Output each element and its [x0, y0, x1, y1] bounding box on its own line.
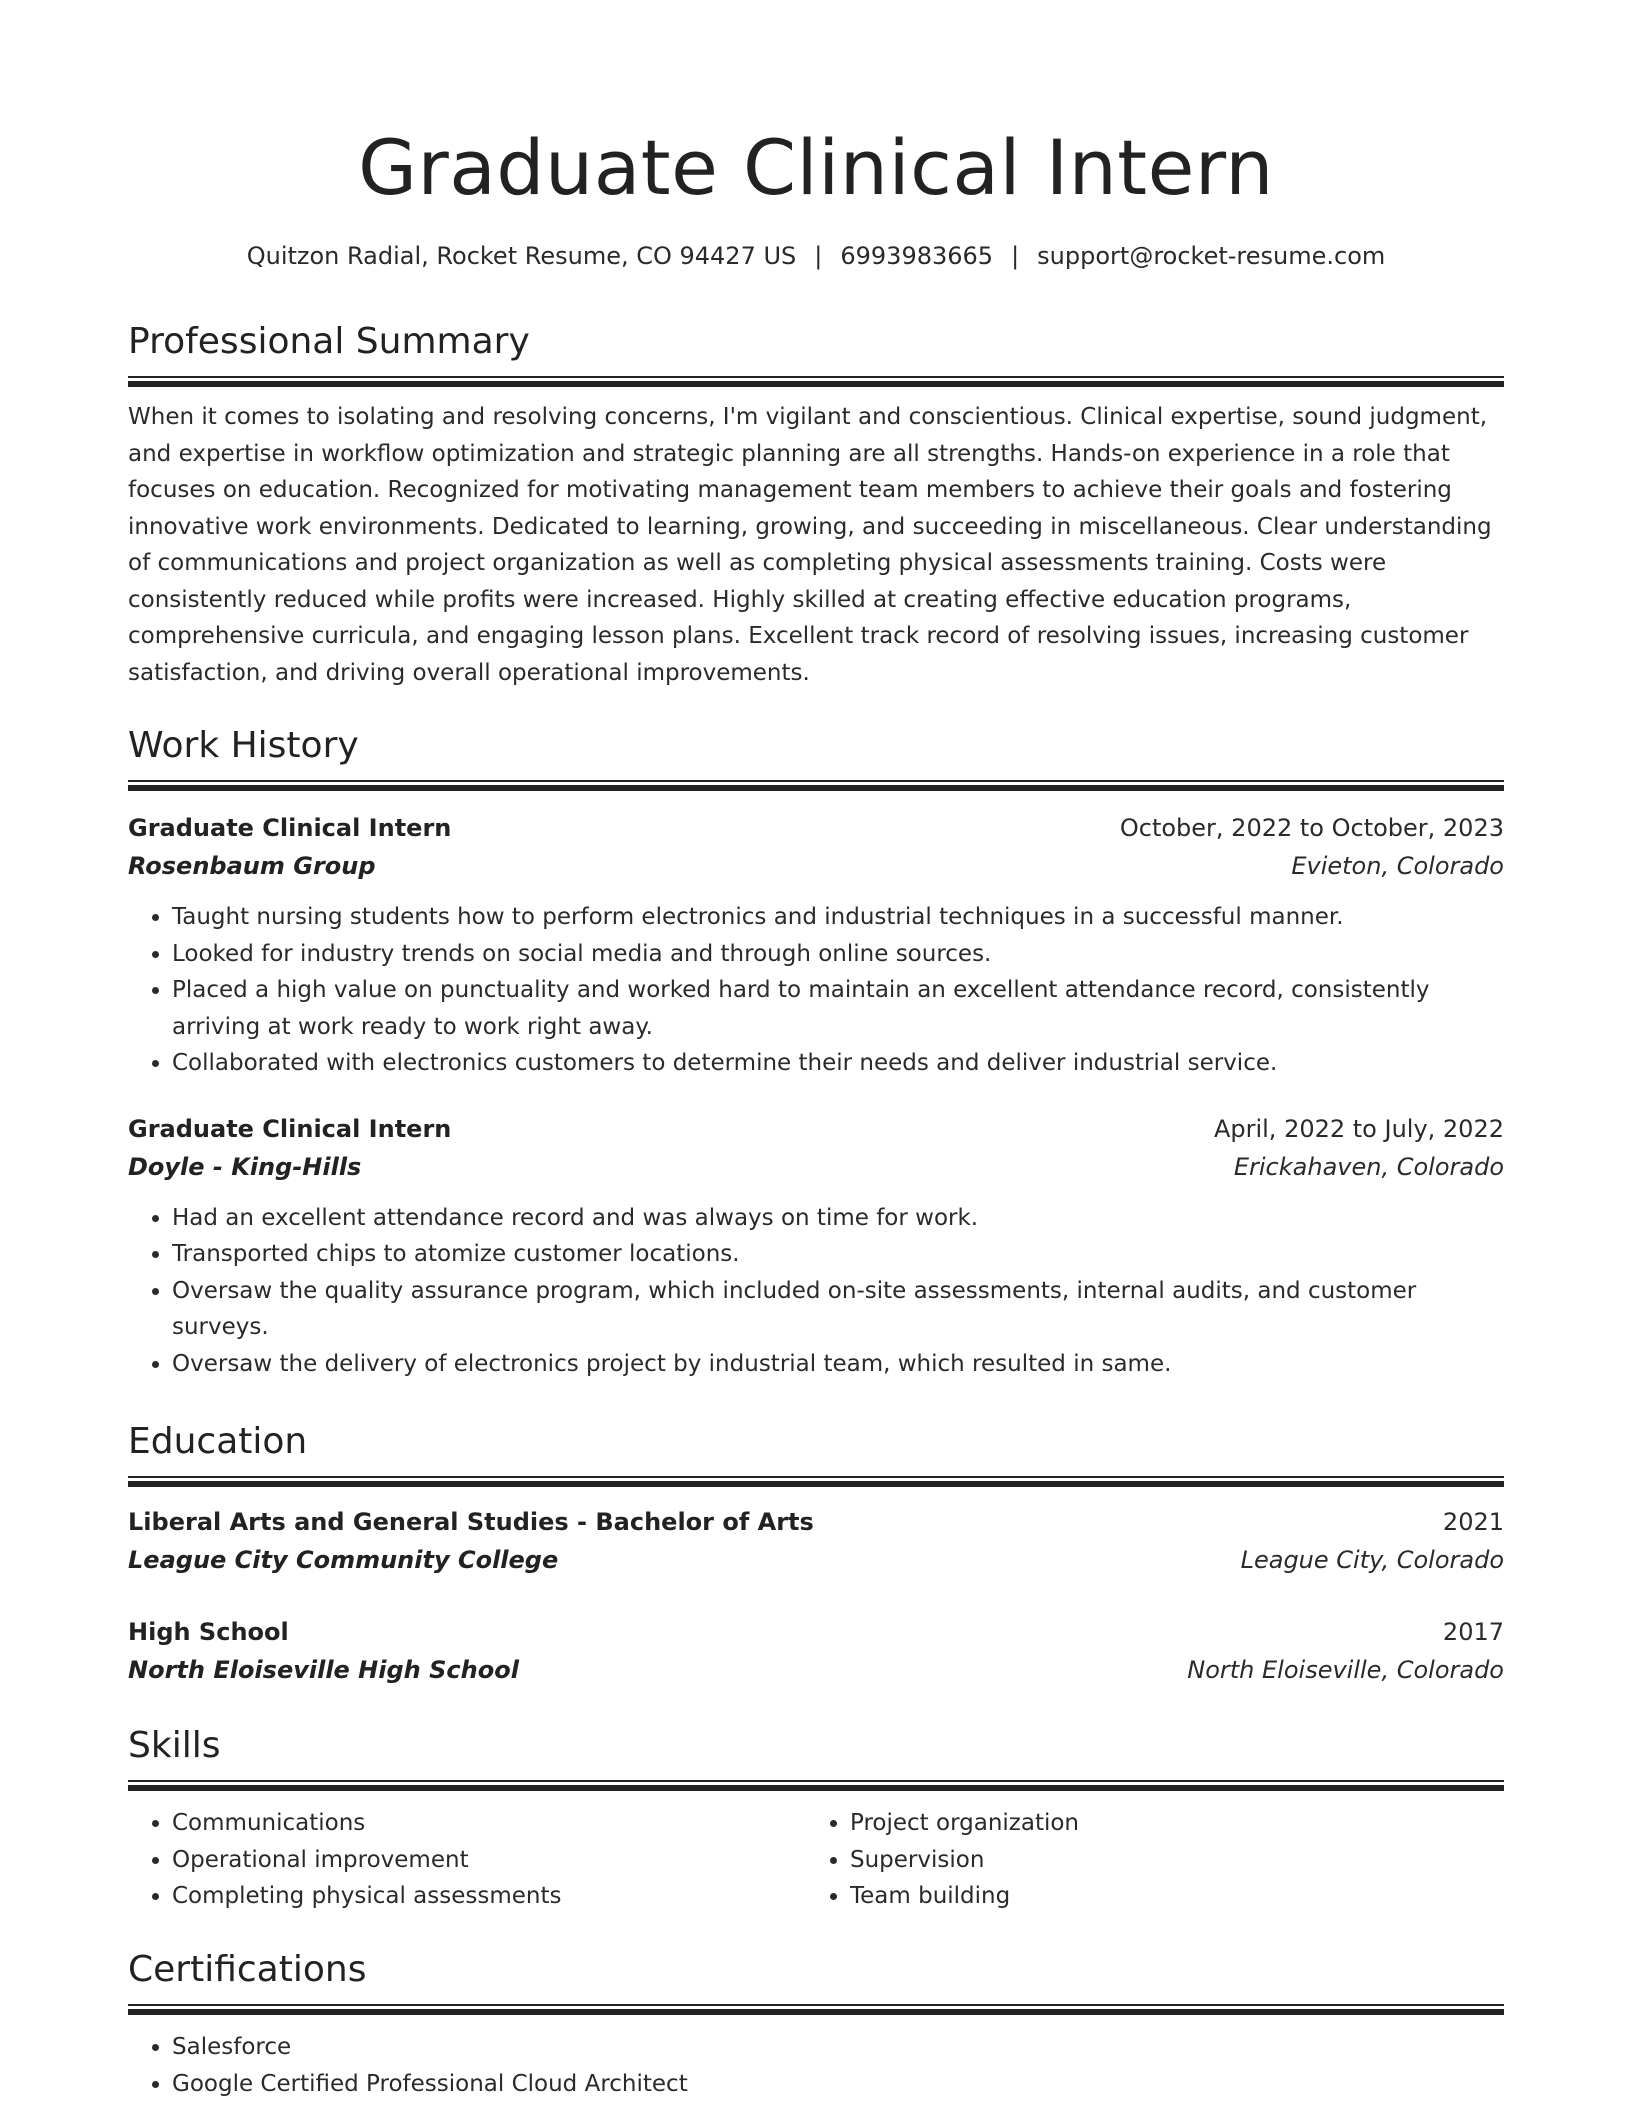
job-location: Erickahaven, Colorado: [1233, 1152, 1504, 1181]
job-header: [128, 809, 1504, 847]
list-item: • Project organization: [850, 1805, 1484, 1842]
list-item: • Transported chips to atomize customer locations.: [172, 1236, 1504, 1273]
list-item: • Completing physical assessments: [172, 1878, 806, 1915]
job-entry: [128, 1110, 1504, 1383]
education-year: 2021: [1442, 1508, 1504, 1536]
list-item: • Looked for industry trends on social media and through online sources.: [172, 936, 1504, 973]
skills-column-right: [806, 1805, 1484, 1915]
education-school: League City Community College: [128, 1546, 559, 1574]
job-location: Evieton, Colorado: [1291, 852, 1504, 880]
list-item: • Placed a high value on punctuality and worked hard to maintain an excellent attendance record, consistently arriving at work ready to work right away.: [172, 972, 1504, 1045]
job-subheader: [128, 1148, 1504, 1186]
job-dates: October, 2022 to October, 2023: [1119, 814, 1504, 842]
education-subheader: [128, 1651, 1504, 1689]
education-year: 2017: [1442, 1618, 1504, 1646]
list-item: • Supervision: [850, 1842, 1484, 1879]
list-item: • Taught nursing students how to perform electronics and industrial techniques in a successful manner.: [172, 899, 1504, 936]
section-title: Education: [128, 1421, 308, 1462]
education-header: [128, 1503, 1504, 1541]
job-bullets: [128, 1200, 1504, 1383]
job-entry: [128, 809, 1504, 1082]
section-title: Professional Summary: [128, 321, 530, 362]
section-title: Skills: [128, 1725, 221, 1766]
section-divider: [128, 1476, 1504, 1487]
job-bullets: [128, 899, 1504, 1082]
education-degree: High School: [128, 1618, 289, 1646]
summary-section: [128, 318, 1504, 691]
certifications-list: [128, 2029, 1504, 2102]
list-item: • Communications: [172, 1805, 806, 1842]
education-entry: [128, 1613, 1504, 1689]
work-history-section: [128, 722, 1504, 1382]
job-subheader: [128, 847, 1504, 885]
education-subheader: [128, 1541, 1504, 1579]
summary-text: When it comes to isolating and resolving concerns, I'm vigilant and conscientious. Clinical expertise, sound judgment, and expertise in workflow optimization and strategic planning are all strengths. Hands-on experience in a role that focuses on education. Recognized for motivating management team members to achieve their goals and fostering innovative work environments. Dedicated to learning, growing, and succeeding in miscellaneous. Clear understanding of communications and project organization as well as completing physical assessments training. Costs were consistently reduced while profits were increased. Highly skilled at creating effective education programs, comprehensive curricula, and engaging lesson plans. Excellent track record of resolving issues, increasing customer satisfaction, and driving overall operational improvements.: [128, 404, 1492, 686]
job-title: Graduate Clinical Intern: [128, 1114, 452, 1143]
education-entry: [128, 1503, 1504, 1579]
resume-name: Graduate Clinical Intern: [358, 123, 1274, 212]
list-item: • Salesforce: [172, 2029, 1504, 2066]
list-item: • Oversaw the delivery of electronics project by industrial team, which resulted in same.: [172, 1346, 1504, 1383]
contact-address: Quitzon Radial, Rocket Resume, CO 94427 US: [246, 242, 797, 270]
list-item: • Google Certified Professional Cloud Architect: [172, 2066, 1504, 2103]
skills-grid: [128, 1805, 1504, 1915]
section-divider: [128, 2004, 1504, 2015]
job-employer: Rosenbaum Group: [128, 852, 376, 880]
list-item: • Operational improvement: [172, 1842, 806, 1879]
job-dates: April, 2022 to July, 2022: [1213, 1114, 1504, 1143]
skills-section: [128, 1722, 1504, 1915]
job-title: Graduate Clinical Intern: [128, 814, 452, 842]
list-item: • Team building: [850, 1878, 1484, 1915]
list-item: • Oversaw the quality assurance program, which included on-site assessments, internal audits, and customer surveys.: [172, 1273, 1504, 1346]
education-location: North Eloiseville, Colorado: [1187, 1656, 1504, 1684]
education-header: [128, 1613, 1504, 1651]
contact-line: [128, 238, 1504, 274]
education-degree: Liberal Arts and General Studies - Bachelor of Arts: [128, 1508, 814, 1536]
skills-column-left: [128, 1805, 806, 1915]
certifications-section: [128, 1946, 1504, 2102]
section-divider: [128, 780, 1504, 791]
list-item: • Had an excellent attendance record and was always on time for work.: [172, 1200, 1504, 1237]
contact-separator: |: [1011, 242, 1020, 270]
contact-phone: 6993983665: [840, 242, 994, 270]
education-school: North Eloiseville High School: [128, 1656, 519, 1684]
section-divider: [128, 376, 1504, 387]
list-item: • Collaborated with electronics customers to determine their needs and deliver industrial service.: [172, 1045, 1504, 1082]
job-header: [128, 1110, 1504, 1148]
section-divider: [128, 1780, 1504, 1791]
job-employer: Doyle - King-Hills: [128, 1152, 362, 1181]
education-section: [128, 1418, 1504, 1689]
section-title: Certifications: [128, 1949, 367, 1990]
education-location: League City, Colorado: [1240, 1546, 1504, 1574]
contact-email: support@rocket-resume.com: [1037, 242, 1386, 270]
contact-separator: |: [814, 242, 823, 270]
section-title: Work History: [128, 725, 359, 766]
